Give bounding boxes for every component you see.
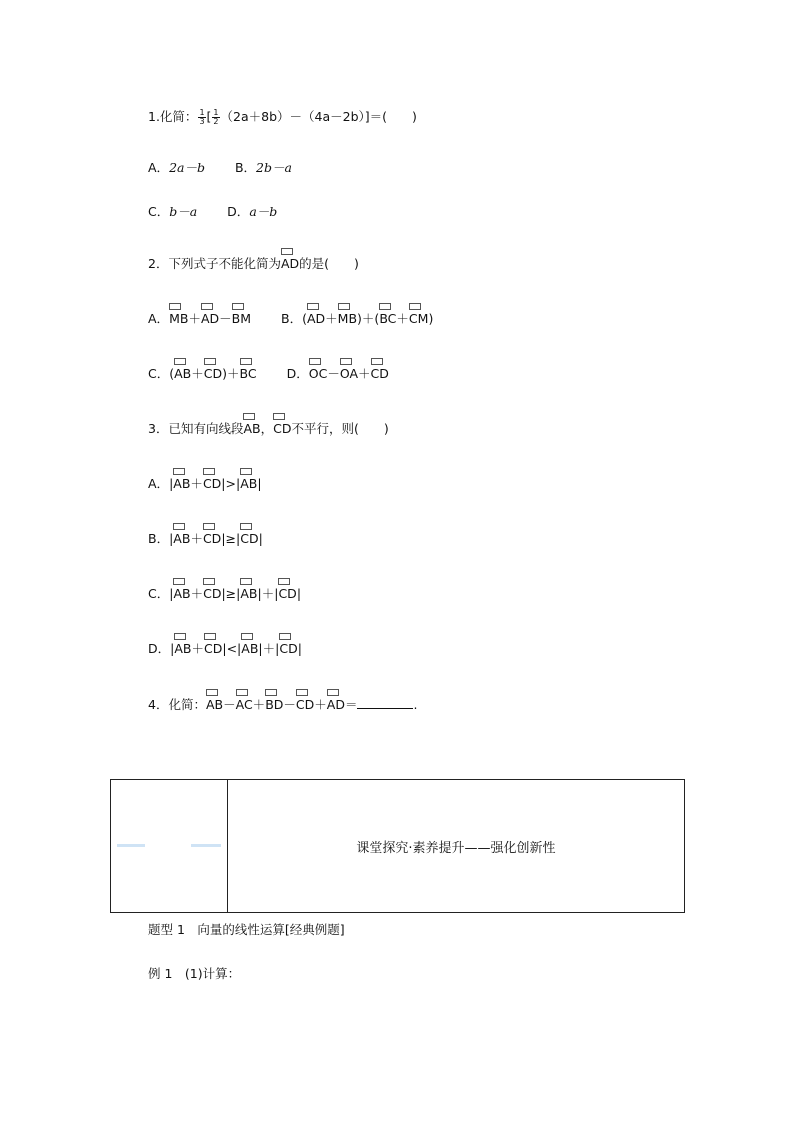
question-type-heading: 题型 1 向量的线性运算[经典例题] [148, 922, 345, 937]
vector-ab: AB [173, 586, 191, 601]
question-3-option-d: D．|AB＋CD|<|AB|＋|CD| [148, 641, 302, 656]
vector-ad: AD [200, 311, 220, 326]
q1-option-d: a－b [249, 204, 278, 219]
question-3-option-a: A．|AB＋CD|>|AB| [148, 476, 262, 491]
question-2-stem: 2．下列式子不能化简为AD的是( ) [148, 256, 359, 271]
banner-ribbon-right [191, 844, 221, 847]
vector-mb: MB [337, 311, 358, 326]
q1-option-a: 2a－b [169, 160, 205, 175]
q1-expression: （2a＋8b）－（4a－2b）]＝( ) [220, 109, 417, 124]
vector-oc: OC [308, 366, 328, 381]
question-3-option-c: C．|AB＋CD|≥|AB|＋|CD| [148, 586, 302, 601]
vector-cm: CM [408, 311, 429, 326]
vector-cd: CD [203, 586, 222, 601]
vector-oa: OA [339, 366, 358, 381]
question-3-option-b: B．|AB＋CD|≥|CD| [148, 531, 263, 546]
vector-bc: BC [379, 311, 397, 326]
vector-cd: CD [370, 366, 389, 381]
q1-option-b: 2b－a [256, 160, 292, 175]
question-4-stem: 4．化简：AB－AC＋BD－CD＋AD＝ . [148, 697, 418, 712]
vector-bd: BD [265, 697, 284, 712]
vector-ab: AB [174, 366, 192, 381]
question-3-stem: 3．已知有向线段AB，CD不平行，则( ) [148, 421, 389, 436]
question-1-stem: 1.化简： $\frac{1}{3}$ [ $\frac{1}{2}$ （2a＋8b）－（4a－2b）]＝( ) [148, 108, 417, 126]
fraction-one-third: $\frac{1}{3}$ [199, 108, 205, 126]
section-header-box [110, 779, 685, 913]
q1-option-c: b－a [169, 204, 198, 219]
vector-cd: CD [279, 641, 298, 656]
vector-mb: MB [169, 311, 189, 326]
vector-ab: AB [174, 641, 192, 656]
answer-blank[interactable] [357, 696, 413, 709]
vector-ab: AB [173, 531, 191, 546]
section-title: 课堂探究·素养提升——强化创新性 [356, 840, 556, 856]
question-1-options-ab: A．2a－b B．2b－a [148, 160, 292, 175]
vector-ad: AD [280, 256, 300, 271]
question-2-options-ab: A．MB＋AD－BM B．(AD＋MB)＋(BC＋CM) [148, 311, 434, 326]
vector-cd: CD [204, 641, 223, 656]
section-banner-image [111, 780, 228, 912]
vector-cd: CD [203, 366, 223, 381]
vector-bm: BM [231, 311, 252, 326]
vector-bc: BC [239, 366, 257, 381]
vector-ab: AB [243, 421, 261, 436]
vector-ab: AB [240, 476, 258, 491]
vector-ab: AB [241, 641, 259, 656]
vector-ac: AC [235, 697, 253, 712]
vector-cd: CD [273, 421, 292, 436]
question-1-options-cd: C．b－a D．a－b [148, 204, 278, 219]
vector-cd: CD [278, 586, 297, 601]
question-2-options-cd: C．(AB＋CD)＋BC D．OC－OA＋CD [148, 366, 389, 381]
vector-cd: CD [202, 476, 222, 491]
vector-cd: CD [295, 697, 315, 712]
vector-ab: AB [205, 697, 224, 712]
vector-ad: AD [326, 697, 345, 712]
q1-prefix: 1.化简： [148, 109, 198, 124]
banner-ribbon-left [117, 844, 145, 847]
vector-cd: CD [240, 531, 259, 546]
example-1-heading: 例 1 (1)计算： [148, 966, 241, 981]
vector-ad: AD [306, 311, 326, 326]
vector-cd: CD [202, 531, 222, 546]
vector-ab: AB [173, 476, 191, 491]
fraction-one-half: $\frac{1}{2}$ [213, 108, 219, 126]
vector-ab: AB [240, 586, 258, 601]
